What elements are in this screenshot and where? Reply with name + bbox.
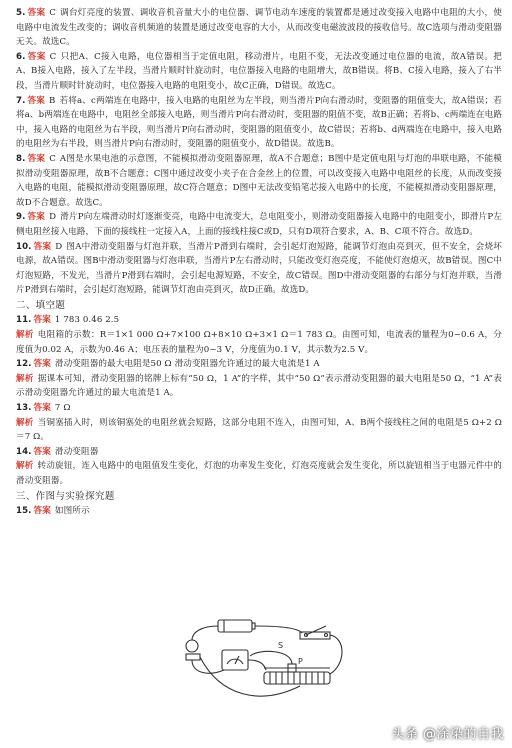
slider-label: P: [298, 657, 303, 666]
question-number: 7.: [16, 95, 26, 106]
answer-tag: 答案: [33, 446, 51, 457]
answer-value: 1 783 0.46 2.5: [54, 315, 120, 326]
question-number: 12.: [16, 359, 32, 370]
answer-value: 滑动变阻器的最大电阻是50 Ω 滑动变阻器允许通过的最大电流是1 A: [54, 359, 320, 370]
explanation-text: 图A中滑动变阻器与灯泡并联，当滑片P滑到右端时，会引起灯泡短路，能调节灯泡由亮到灭，但不安全，会烧坏电源，故A错误。图B中滑动变阻器与灯泡串联，当滑片P左右滑动时，只能改变灯泡亮度，不能使灯泡熄灭，故B错误。图C中灯泡短路，不发光，当滑片P滑到右端时，会引起电源短路，不安全，故C错误。图D中滑动变阻器的右部分与灯泡并联，当滑片P滑到右端时，会引起灯泡短路，能调节灯泡由亮到灭，故D正确。故选D。: [16, 241, 502, 296]
question-number: 14.: [16, 446, 32, 457]
rheostat-icon: [264, 664, 330, 684]
answer-7: [16, 94, 502, 152]
answer-10: [16, 240, 502, 298]
answer-value: D: [55, 241, 63, 252]
answer-value: 7 Ω: [54, 402, 71, 413]
answer-11: [16, 313, 502, 328]
answer-5: [16, 6, 502, 50]
analysis-text: 转动旋钮，连入电路中的电阻值发生变化，灯泡的功率发生变化，灯泡亮度就会发生变化，所以旋钮相当于电器元件中的滑动变阻器。: [16, 461, 502, 486]
question-number: 10.: [16, 241, 32, 252]
section-heading-experiment: 三、作图与实验探究题: [16, 490, 115, 502]
answer-tag: 答案: [33, 359, 51, 370]
answer-tag: 答案: [27, 153, 46, 164]
explanation-text: 调台灯亮度的装置、调收音机音量大小的电位器、调节电动车速度的装置都是通过改变接入电路中电阻的大小，使电路中电流发生改变的；调收音机频道的装置是通过改变电容的大小，从而改变电磁波波段的接收信号。故C选项与滑动变阻器无关。故选C。: [16, 8, 502, 48]
analysis-14: [16, 459, 502, 488]
answer-12: [16, 357, 502, 372]
explanation-text: 若将a、c两端连在电路中，接入电路的电阻丝为左半段，则当滑片P向右滑动时，变阻器的阻值变大，故A错误；若将a、b两端连在电路中，电阻丝全部接入电路，则当滑片P向右滑动时，变阻器的阻值不变，故B正确；若将b、c两端连在电路中，接入电路的电阻丝为右半段，则当滑片P向右滑动时，变阻器的阻值变小，故C错误；若将b、d两端连在电路中，接入电路的电阻丝为右半段，则当滑片P向右滑动时，变阻器的阻值变小，故D错误。故选B。: [16, 95, 502, 150]
analysis-13: [16, 416, 502, 445]
answer-8: [16, 152, 502, 210]
switch-icon: [300, 626, 330, 639]
analysis-11: [16, 328, 502, 357]
answer-9: [16, 210, 502, 239]
answer-tag: 答案: [33, 402, 51, 413]
analysis-text: 当铜塞插入时，则该铜塞处的电阻丝就会短路，这部分电阻不连入，由图可知，A、B两个接线柱之间的电阻是5 Ω+2 Ω＝7 Ω。: [16, 417, 502, 443]
circuit-diagram: [180, 614, 352, 712]
answer-page: [16, 6, 502, 519]
answer-value: C: [49, 8, 56, 18]
analysis-tag: 解析: [16, 417, 34, 428]
answer-tag: 答案: [33, 315, 51, 326]
explanation-text: 只把A、C接入电路，电位器相当于定值电阻，移动滑片，电阻不变，无法改变通过电位器的电流，故A错误。把A、B接入电路，接入了左半段，当滑片顺时针旋动时，电位器接入电路的电阻增大，故B错误。将B、C接入电路，接入了右半段，当滑片顺时针旋动时，电位器接入电路的电阻变小，故C正确，D错误。故选C。: [16, 51, 502, 91]
answer-13: [16, 401, 502, 416]
section-heading-fill-blank: 二、填空题: [16, 299, 66, 311]
battery-icon: [218, 620, 255, 632]
answer-value: D: [49, 212, 57, 223]
analysis-tag: 解析: [16, 461, 34, 472]
question-number: 8.: [16, 153, 26, 164]
question-number: 9.: [16, 212, 26, 223]
answer-6: [16, 50, 502, 94]
question-number: 11.: [16, 315, 32, 326]
answer-tag: 答案: [27, 8, 46, 18]
answer-value: 滑动变阻器: [54, 446, 99, 457]
analysis-12: [16, 372, 502, 401]
question-number: 15.: [16, 506, 32, 516]
switch-label: S: [278, 641, 284, 650]
answer-tag: 答案: [33, 241, 52, 252]
watermark: 头条 @涂染的自我: [391, 727, 504, 742]
answer-15: [16, 504, 502, 519]
answer-14: [16, 445, 502, 460]
light-bulb-icon: [186, 640, 200, 660]
question-number: 5.: [16, 8, 26, 18]
answer-value: 如图所示: [54, 506, 90, 516]
explanation-text: A图是水果电池的示意图，不能模拟滑动变阻器原理，故A不合题意；B图中是定值电阻与灯泡的串联电路，不能模拟滑动变阻器原理，故B不合题意；C图中通过改变小夹子在合金丝上的位置，可以改变接入电路中电阻丝的长度，从而改变接入电路的电阻，能模拟滑动变阻器原理，故C符合题意；D图中无法改变铅笔芯接入电路中的长度，不能模拟滑动变阻器原理，故D不合题意。故选C。: [16, 153, 502, 208]
explanation-text: 滑片P向左端滑动时灯逐渐变亮，电路中电流变大，总电阻变小，则滑动变阻器接入电路中的电阻变小，即滑片P左侧电阻丝接入电路，下面的接线柱一定接入A，上面的接线柱接C或D，只有D项符合要求，A、B、C项不符合。故选D。: [16, 212, 503, 237]
answer-tag: 答案: [27, 51, 46, 62]
ammeter-icon: [222, 650, 248, 670]
answer-value: B: [49, 95, 56, 106]
answer-value: C: [49, 51, 57, 62]
answer-tag: 答案: [27, 212, 46, 223]
answer-value: C: [49, 153, 56, 164]
answer-tag: 答案: [27, 95, 46, 106]
question-number: 6.: [16, 51, 26, 62]
analysis-tag: 解析: [16, 373, 34, 384]
answer-tag: 答案: [33, 506, 51, 516]
analysis-tag: 解析: [16, 329, 34, 340]
question-number: 13.: [16, 402, 32, 413]
analysis-text: 电阻箱的示数：R＝1×1 000 Ω+7×100 Ω+8×10 Ω+3×1 Ω＝1 783 Ω。由图可知，电流表的量程为0~0.6 A，分度值为0.02 A，示数为0.46 A；电压表的量程为0~3 V，分度值为0.1 V，其示数为2.5 V。: [16, 329, 503, 355]
analysis-text: 据课本可知，滑动变阻器的铭牌上标有“50 Ω，1 A”的字样，其中“50 Ω”表示滑动变阻器的最大电阻是50 Ω，“1 A”表示滑动变阻器允许通过的最大电流是1 A。: [16, 373, 502, 399]
